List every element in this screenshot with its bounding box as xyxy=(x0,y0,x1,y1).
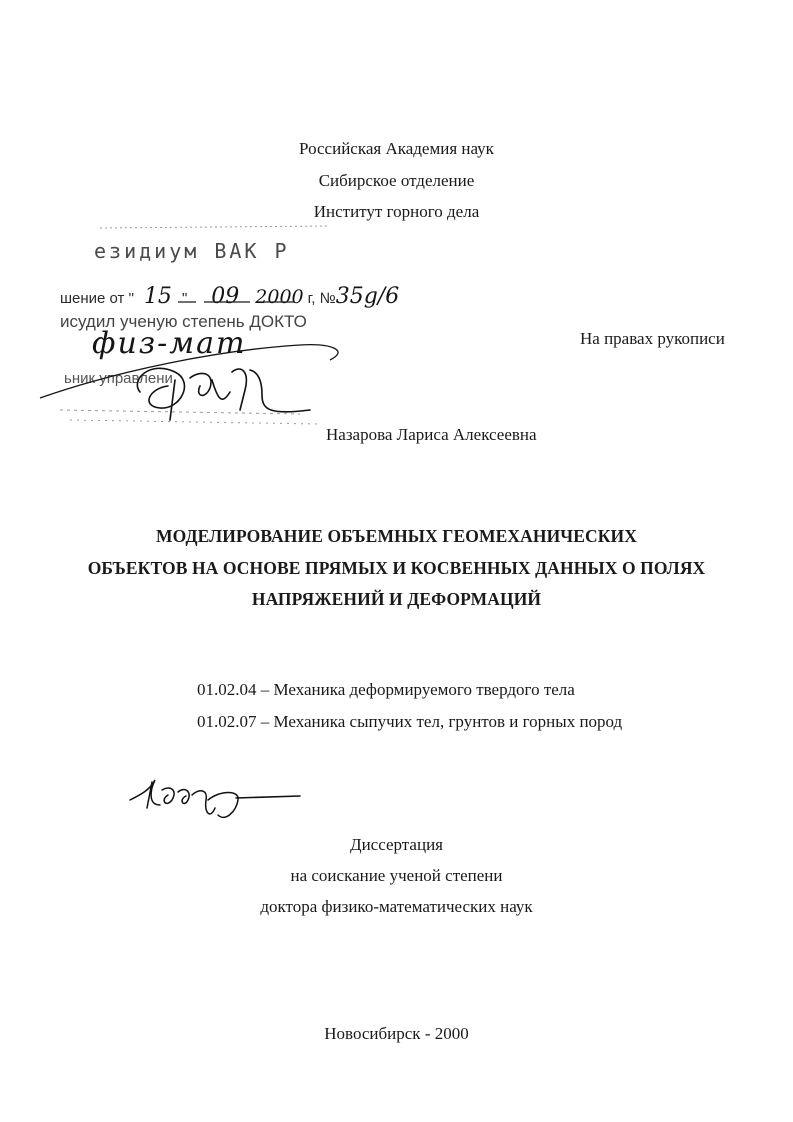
stamp-year: 2000 xyxy=(255,286,304,308)
author-signature xyxy=(130,780,300,817)
thesis-title-line-1: МОДЕЛИРОВАНИЕ ОБЪЕМНЫХ ГЕОМЕХАНИЧЕСКИХ xyxy=(156,526,637,546)
stamp-day: 15 xyxy=(143,284,172,309)
stamp-number: 35g/6 xyxy=(335,284,400,309)
stamp-degree-line: исудил ученую степень ДОКТО xyxy=(60,312,307,331)
stamp-number-label: г, № xyxy=(307,290,336,307)
thesis-title-line-3: НАПРЯЖЕНИЙ И ДЕФОРМАЦИЙ xyxy=(251,589,542,609)
dissertation-field-line: доктора физико-математических наук xyxy=(260,897,533,916)
stamp-presidium-line: езидиум ВАК Р xyxy=(94,239,290,263)
institute-name: Институт горного дела xyxy=(313,202,480,221)
manuscript-note: На правах рукописи xyxy=(580,329,725,348)
specialty-1: 01.02.04 – Механика деформируемого твердого тела xyxy=(197,680,575,699)
thesis-title-line-2: ОБЪЕКТОВ НА ОСНОВЕ ПРЯМЫХ И КОСВЕННЫХ ДАННЫХ О ПОЛЯХ xyxy=(87,558,706,578)
dissertation-degree-line: на соискание ученой степени xyxy=(290,866,503,885)
dissertation-label: Диссертация xyxy=(349,835,443,854)
specialty-2: 01.02.07 – Механика сыпучих тел, грунтов и горных пород xyxy=(197,712,623,731)
stamp-decision-prefix: шение от " xyxy=(60,290,134,307)
stamp-decision-line xyxy=(60,284,399,309)
author-name: Назарова Лариса Алексеевна xyxy=(326,425,537,444)
stamp-decision-quote: " xyxy=(181,290,188,307)
stamp-handwritten-field: физ-мат xyxy=(92,326,247,361)
stamp-month: 09 xyxy=(211,284,240,309)
place-and-year: Новосибирск - 2000 xyxy=(324,1024,469,1043)
academy-name: Российская Академия наук xyxy=(299,139,494,158)
branch-name: Сибирское отделение xyxy=(318,171,475,190)
stamp-head-line: ьник управлени xyxy=(64,370,173,387)
